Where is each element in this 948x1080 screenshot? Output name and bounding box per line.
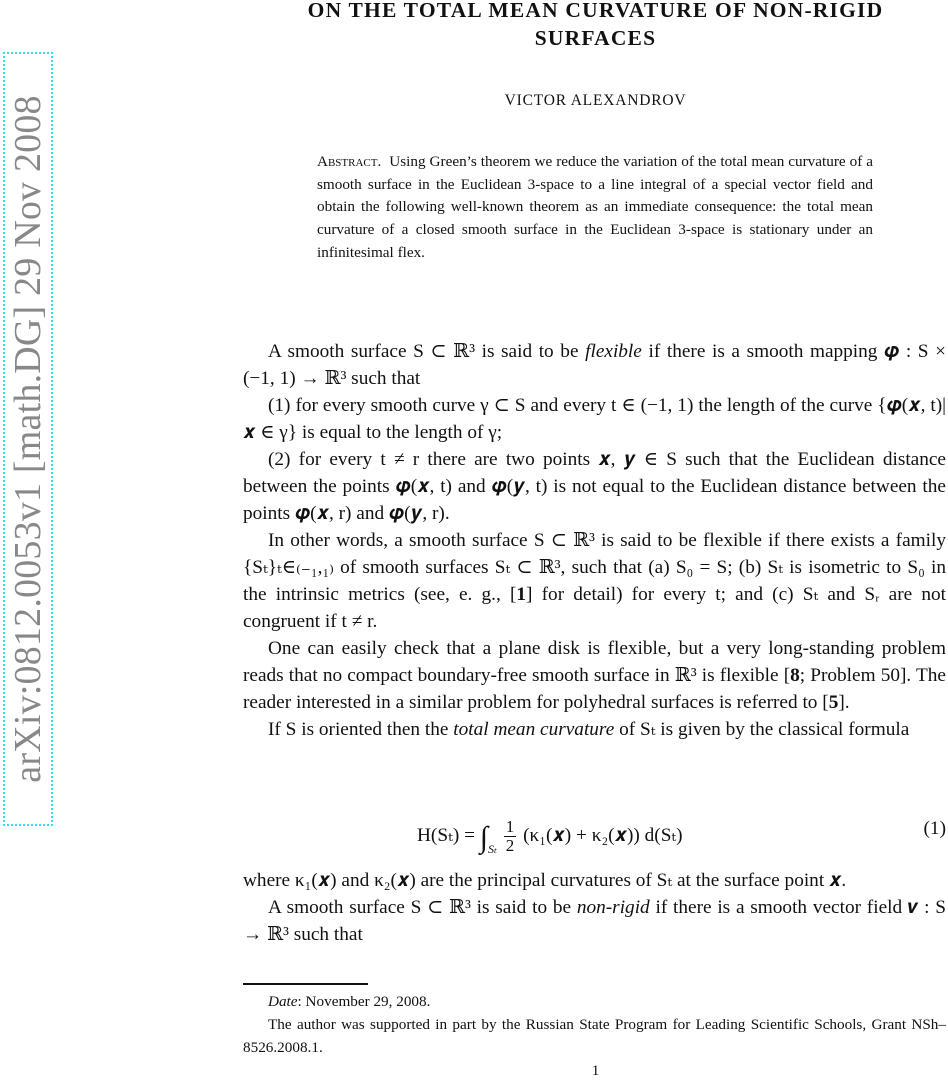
abstract-label: Abstract. [317,153,382,170]
text: One can easily check that a plane disk is flexible, but a very long-standing problem reads that no compact boundary-free smooth surface in ℝ³ is flexible [ [243,638,946,686]
equation-lhs: H(Sₜ) = [417,824,480,846]
paragraph-other-words [243,527,946,635]
paragraph-principal-curvatures: where κ₁(𝒙) and κ₂(𝒙) are the principal curvatures of Sₜ at the surface point 𝒙. [243,870,847,891]
footnote-rule [243,983,368,985]
paragraph-non-rigid [243,894,946,948]
text: A smooth surface S ⊂ ℝ³ is said to be [268,897,577,918]
citation-1[interactable]: 1 [516,584,527,605]
equation-1 [417,818,683,857]
text: of Sₜ is given by the classical formula [614,719,910,740]
paragraph-condition-2: (2) for every t ≠ r there are two points 𝒙, 𝒚 ∈ S such that the Euclidean distance between the points 𝝋(𝒙, t) and 𝝋(𝒚, t) is not equal to the Euclidean distance between the points 𝝋(𝒙, r) and 𝝋(𝒚, r). [243,449,946,524]
text: If S is oriented then the [268,719,454,740]
date-label: Date [268,993,298,1010]
integral-subscript: Sₜ [487,841,497,856]
emphasis-total-mean-curvature: total mean curvature [453,719,615,740]
body-text-bottom [243,867,946,948]
citation-5[interactable]: 5 [828,692,839,713]
author-name: VICTOR ALEXANDROV [504,92,687,109]
text: ]. [838,692,850,713]
paragraph-condition-1: (1) for every smooth curve γ ⊂ S and every t ∈ (−1, 1) the length of the curve {𝝋(𝒙, t)|𝒙 ∈ γ} is equal to the length of γ; [243,395,946,443]
body-text-top [243,338,946,743]
fraction-one-half [504,818,517,855]
text: ; Problem 50]. The reader interested in a similar problem for polyhedral surfaces is referred to [ [243,665,946,713]
equation-number: (1) [923,818,946,839]
paragraph-plane-disk [243,635,946,716]
text: if there is a smooth mapping 𝝋 : S × (−1, 1) → ℝ³ such that [243,341,946,389]
paragraph-flexible-definition [243,338,946,392]
footnote-date [243,991,946,1014]
emphasis-flexible: flexible [585,341,642,362]
text: In other words, a smooth surface S ⊂ ℝ³ is said to be flexible if there exists a family {Sₜ}ₜ∈₍₋₁,₁₎ of smooth surfaces Sₜ ⊂ ℝ³, such that (a) S₀ = S; (b) Sₜ is isometric to S₀ in the intrinsic metrics (see, e. g., [ [243,530,946,605]
text: A smooth surface S ⊂ ℝ³ is said to be [268,341,586,362]
title-line-1: ON THE TOTAL MEAN CURVATURE OF NON-RIGID [307,0,884,22]
emphasis-non-rigid: non-rigid [576,897,650,918]
title-line-2: SURFACES [534,26,657,50]
page-number: 1 [591,1062,600,1079]
fraction-numerator: 1 [505,817,515,836]
date-value: : November 29, 2008. [297,993,431,1010]
fraction-denominator: 2 [505,836,515,855]
abstract-text: Using Green’s theorem we reduce the variation of the total mean curvature of a smooth surface in the Euclidean 3-space to a line integral of a special vector field and obtain the following well-known theorem as an immediate consequence: the total mean curvature of a closed smooth surface in the Euclidean 3-space is stationary under an infinitesimal flex. [317,153,874,261]
footnote-support: The author was supported in part by the Russian State Program for Leading Scientific Schools, Grant NSh–8526.2008.1. [243,1016,946,1056]
paper-title [243,0,948,52]
abstract [317,151,873,265]
text: ] for detail) for every t; and (c) Sₜ and Sᵣ are not congruent if t ≠ r. [243,584,946,632]
citation-8[interactable]: 8 [790,665,800,686]
arxiv-stamp: arXiv:0812.0053v1 [math.DG] 29 Nov 2008 [7,95,49,783]
text: if there is a smooth vector field 𝒗 : S → ℝ³ such that [243,897,946,945]
paragraph-oriented [243,716,946,743]
equation-rhs: (κ₁(𝒙) + κ₂(𝒙)) d(Sₜ) [523,824,683,846]
integral-sign: ∫ [479,820,488,854]
